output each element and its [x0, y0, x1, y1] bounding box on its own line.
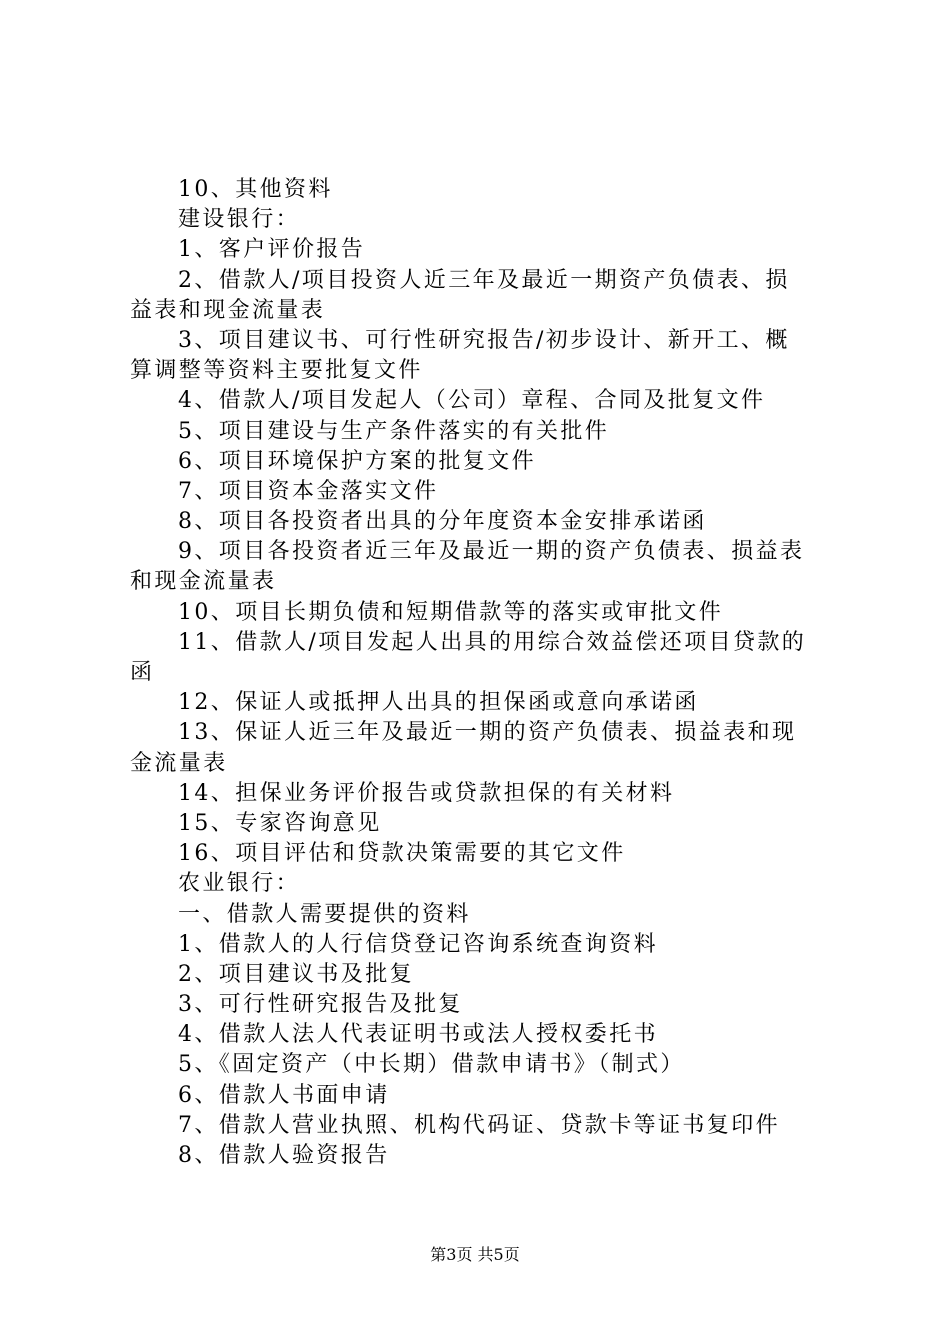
text-line: 金流量表	[130, 750, 228, 776]
text-line: 9、项目各投资者近三年及最近一期的资产负债表、损益表	[178, 539, 805, 565]
text-line: 和现金流量表	[130, 569, 277, 595]
text-line: 10、项目长期负债和短期借款等的落实或审批文件	[178, 599, 724, 625]
text-line: 1、客户评价报告	[178, 237, 366, 263]
text-line: 5、《固定资产（中长期）借款申请书》（制式）	[178, 1052, 685, 1078]
text-line: 农业银行：	[178, 871, 301, 897]
text-line: 3、项目建议书、可行性研究报告/初步设计、新开工、概	[178, 327, 790, 353]
text-line: 益表和现金流量表	[130, 297, 326, 323]
document-body	[130, 175, 830, 1171]
text-line: 16、项目评估和贷款决策需要的其它文件	[178, 841, 626, 867]
text-line: 2、借款人/项目投资人近三年及最近一期资产负债表、损	[178, 267, 790, 293]
text-line: 6、项目环境保护方案的批复文件	[178, 448, 536, 474]
text-line: 3、可行性研究报告及批复	[178, 992, 463, 1018]
text-line: 4、借款人/项目发起人（公司）章程、合同及批复文件	[178, 388, 766, 414]
text-line: 14、担保业务评价报告或贷款担保的有关材料	[178, 780, 675, 806]
text-line: 13、保证人近三年及最近一期的资产负债表、损益表和现	[178, 720, 797, 746]
text-line: 函	[130, 660, 155, 685]
text-line: 算调整等资料主要批复文件	[130, 358, 423, 384]
text-line: 7、项目资本金落实文件	[178, 478, 439, 504]
text-line: 1、借款人的人行信贷登记咨询系统查询资料	[178, 931, 658, 957]
text-line: 8、项目各投资者出具的分年度资本金安排承诺函	[178, 509, 707, 535]
text-line: 2、项目建议书及批复	[178, 961, 414, 987]
text-line: 10、其他资料	[178, 177, 333, 202]
text-line: 8、借款人验资报告	[178, 1143, 390, 1168]
text-line: 建设银行：	[178, 207, 301, 233]
text-line: 5、项目建设与生产条件落实的有关批件	[178, 418, 610, 444]
text-line: 一、借款人需要提供的资料	[178, 901, 471, 927]
page-footer: 第3页 共5页	[430, 1245, 520, 1264]
text-line: 15、专家咨询意见	[178, 810, 382, 836]
text-line: 4、借款人法人代表证明书或法人授权委托书	[178, 1022, 658, 1048]
text-line: 11、借款人/项目发起人出具的用综合效益偿还项目贷款的	[178, 629, 807, 655]
text-line: 6、借款人书面申请	[178, 1082, 390, 1108]
text-line: 12、保证人或抵押人出具的担保函或意向承诺函	[178, 690, 699, 716]
text-line: 7、借款人营业执照、机构代码证、贷款卡等证书复印件	[178, 1112, 780, 1138]
